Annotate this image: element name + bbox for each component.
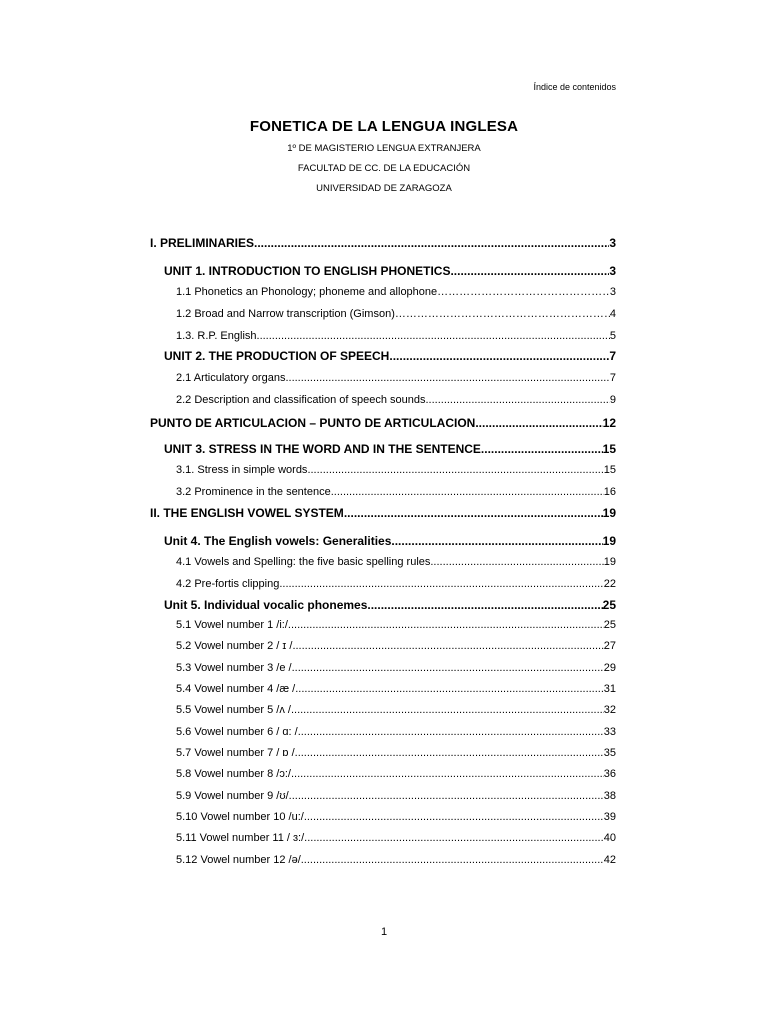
toc-entry[interactable] xyxy=(150,372,616,384)
toc-entry[interactable] xyxy=(150,264,616,278)
toc-entry[interactable] xyxy=(150,416,616,430)
toc-dot-leader xyxy=(437,286,610,298)
toc-entry-page: 25 xyxy=(603,619,616,631)
subtitle-course: 1º DE MAGISTERIO LENGUA EXTRANJERA xyxy=(287,143,481,154)
toc-entry[interactable] xyxy=(150,330,616,342)
toc-entry-page: 35 xyxy=(603,747,616,759)
toc-entry-page: 7 xyxy=(609,349,616,363)
toc-entry[interactable] xyxy=(150,394,616,406)
toc-entry-title: 2.1 Articulatory organs xyxy=(176,372,286,384)
toc-entry-title: Unit 4. The English vowels: Generalities xyxy=(164,534,392,548)
toc-entry-page: 25 xyxy=(602,598,616,612)
toc-entry-title: 3.2 Prominence in the sentence xyxy=(176,486,331,498)
toc-entry[interactable] xyxy=(150,556,616,568)
toc-entry-page: 7 xyxy=(609,372,616,384)
toc-entry[interactable] xyxy=(150,486,616,498)
toc-entry-page: 19 xyxy=(603,556,616,568)
toc-entry-page: 3 xyxy=(609,236,616,250)
running-header: Índice de contenidos xyxy=(533,82,616,92)
toc-dot-leader xyxy=(295,747,604,759)
toc-dot-leader xyxy=(289,790,604,802)
toc-entry[interactable] xyxy=(150,236,616,250)
toc-entry-title: 5.4 Vowel number 4 /æ / xyxy=(176,683,296,695)
toc-entry-page: 27 xyxy=(603,640,616,652)
toc-entry[interactable] xyxy=(150,811,616,823)
toc-entry[interactable] xyxy=(150,442,616,456)
toc-entry-title: 5.5 Vowel number 5 /ʌ / xyxy=(176,704,291,716)
toc-dot-leader xyxy=(288,619,604,631)
toc-dot-leader xyxy=(298,726,604,738)
toc-dot-leader xyxy=(257,330,610,342)
toc-entry-title: PUNTO DE ARTICULACION – PUNTO DE ARTICULACION xyxy=(150,416,476,430)
toc-entry[interactable] xyxy=(150,704,616,716)
toc-entry[interactable] xyxy=(150,747,616,759)
toc-entry-page: 33 xyxy=(603,726,616,738)
toc-entry[interactable] xyxy=(150,768,616,780)
toc-dot-leader xyxy=(425,394,609,406)
toc-dot-leader xyxy=(391,534,602,548)
subtitle-university: UNIVERSIDAD DE ZARAGOZA xyxy=(316,183,452,194)
toc-dot-leader xyxy=(367,598,602,612)
toc-entry[interactable] xyxy=(150,619,616,631)
toc-entry-page: 12 xyxy=(602,416,616,430)
toc-dot-leader xyxy=(291,704,604,716)
toc-dot-leader xyxy=(279,578,603,590)
toc-entry-page: 5 xyxy=(609,330,616,342)
toc-entry-page: 36 xyxy=(603,768,616,780)
toc-entry-title: 5.3 Vowel number 3 /e / xyxy=(176,662,292,674)
page-number: 1 xyxy=(380,926,388,938)
toc-dot-leader xyxy=(450,264,609,278)
toc-entry[interactable] xyxy=(150,349,616,363)
document-title: FONETICA DE LA LENGUA INGLESA xyxy=(249,118,519,135)
toc-entry-page: 16 xyxy=(603,486,616,498)
toc-entry-page: 4 xyxy=(609,308,616,320)
toc-entry-page: 42 xyxy=(603,854,616,866)
toc-dot-leader xyxy=(254,236,609,250)
toc-entry[interactable] xyxy=(150,726,616,738)
toc-entry-title: 4.2 Pre-fortis clipping xyxy=(176,578,280,590)
toc-entry-title: 5.9 Vowel number 9 /ʊ/ xyxy=(176,790,289,802)
toc-entry[interactable] xyxy=(150,578,616,590)
toc-entry[interactable] xyxy=(150,662,616,674)
toc-dot-leader xyxy=(291,768,604,780)
toc-entry[interactable] xyxy=(150,854,616,866)
toc-entry-title: 5.1 Vowel number 1 /i:/ xyxy=(176,619,288,631)
toc-entry[interactable] xyxy=(150,464,616,476)
toc-entry-title: 1.2 Broad and Narrow transcription (Gimson) xyxy=(176,308,395,320)
toc-dot-leader xyxy=(292,640,603,652)
toc-entry[interactable] xyxy=(150,832,616,844)
toc-entry-title: 2.2 Description and classification of speech sounds xyxy=(176,394,426,406)
toc-dot-leader xyxy=(304,811,604,823)
toc-entry[interactable] xyxy=(150,683,616,695)
toc-entry-title: Unit 5. Individual vocalic phonemes xyxy=(164,598,368,612)
toc-entry-title: 1.3. R.P. English xyxy=(176,330,257,342)
toc-entry[interactable] xyxy=(150,286,616,298)
toc-entry-title: 5.11 Vowel number 11 / ɜ:/ xyxy=(176,832,305,844)
toc-entry-page: 31 xyxy=(603,683,616,695)
toc-entry-page: 40 xyxy=(603,832,616,844)
toc-entry-title: UNIT 1. INTRODUCTION TO ENGLISH PHONETICS xyxy=(164,264,451,278)
toc-dot-leader xyxy=(389,349,609,363)
toc-entry[interactable] xyxy=(150,308,616,320)
toc-entry-title: 3.1. Stress in simple words xyxy=(176,464,308,476)
toc-dot-leader xyxy=(295,683,604,695)
title-block xyxy=(0,118,768,199)
toc-entry-page: 19 xyxy=(602,506,616,520)
subtitle-faculty: FACULTAD DE CC. DE LA EDUCACIÓN xyxy=(297,163,471,174)
toc-entry-title: UNIT 3. STRESS IN THE WORD AND IN THE SENTENCE xyxy=(164,442,481,456)
toc-entry-page: 9 xyxy=(609,394,616,406)
toc-dot-leader xyxy=(292,662,604,674)
toc-dot-leader xyxy=(301,854,604,866)
toc-entry-title: 5.10 Vowel number 10 /u:/ xyxy=(176,811,304,823)
toc-entry-page: 3 xyxy=(609,264,616,278)
toc-dot-leader xyxy=(331,486,604,498)
toc-dot-leader xyxy=(395,308,610,320)
toc-entry-page: 32 xyxy=(603,704,616,716)
toc-dot-leader xyxy=(475,416,602,430)
toc-entry-title: I. PRELIMINARIES xyxy=(150,236,255,250)
toc-entry[interactable] xyxy=(150,598,616,612)
toc-entry[interactable] xyxy=(150,790,616,802)
toc-dot-leader xyxy=(285,372,609,384)
toc-entry[interactable] xyxy=(150,640,616,652)
toc-entry[interactable] xyxy=(150,506,616,520)
toc-entry-title: 5.12 Vowel number 12 /ə/ xyxy=(176,854,301,866)
toc-entry-page: 15 xyxy=(603,464,616,476)
toc-entry-title: 5.6 Vowel number 6 / ɑ: / xyxy=(176,726,298,738)
toc-dot-leader xyxy=(304,832,604,844)
toc-entry-page: 15 xyxy=(602,442,616,456)
toc-entry-title: 5.8 Vowel number 8 /ɔ:/ xyxy=(176,768,291,780)
toc-dot-leader xyxy=(344,506,603,520)
toc-entry-page: 39 xyxy=(603,811,616,823)
toc-entry-page: 29 xyxy=(603,662,616,674)
toc-entry-title: 5.7 Vowel number 7 / ɒ / xyxy=(176,747,295,759)
toc-entry-title: 5.2 Vowel number 2 / ɪ / xyxy=(176,640,293,652)
toc-entry-title: UNIT 2. THE PRODUCTION OF SPEECH xyxy=(164,349,390,363)
toc-entry-title: II. THE ENGLISH VOWEL SYSTEM xyxy=(150,506,344,520)
toc-entry-title: 4.1 Vowels and Spelling: the five basic spelling rules xyxy=(176,556,431,568)
toc-entry[interactable] xyxy=(150,534,616,548)
toc-dot-leader xyxy=(481,442,603,456)
toc-dot-leader xyxy=(307,464,603,476)
toc-entry-page: 19 xyxy=(602,534,616,548)
toc-entry-page: 38 xyxy=(603,790,616,802)
toc-entry-title: 1.1 Phonetics an Phonology; phoneme and allophone xyxy=(176,286,438,298)
toc-entry-page: 22 xyxy=(603,578,616,590)
toc-entry-page: 3 xyxy=(609,286,616,298)
toc-dot-leader xyxy=(430,556,603,568)
